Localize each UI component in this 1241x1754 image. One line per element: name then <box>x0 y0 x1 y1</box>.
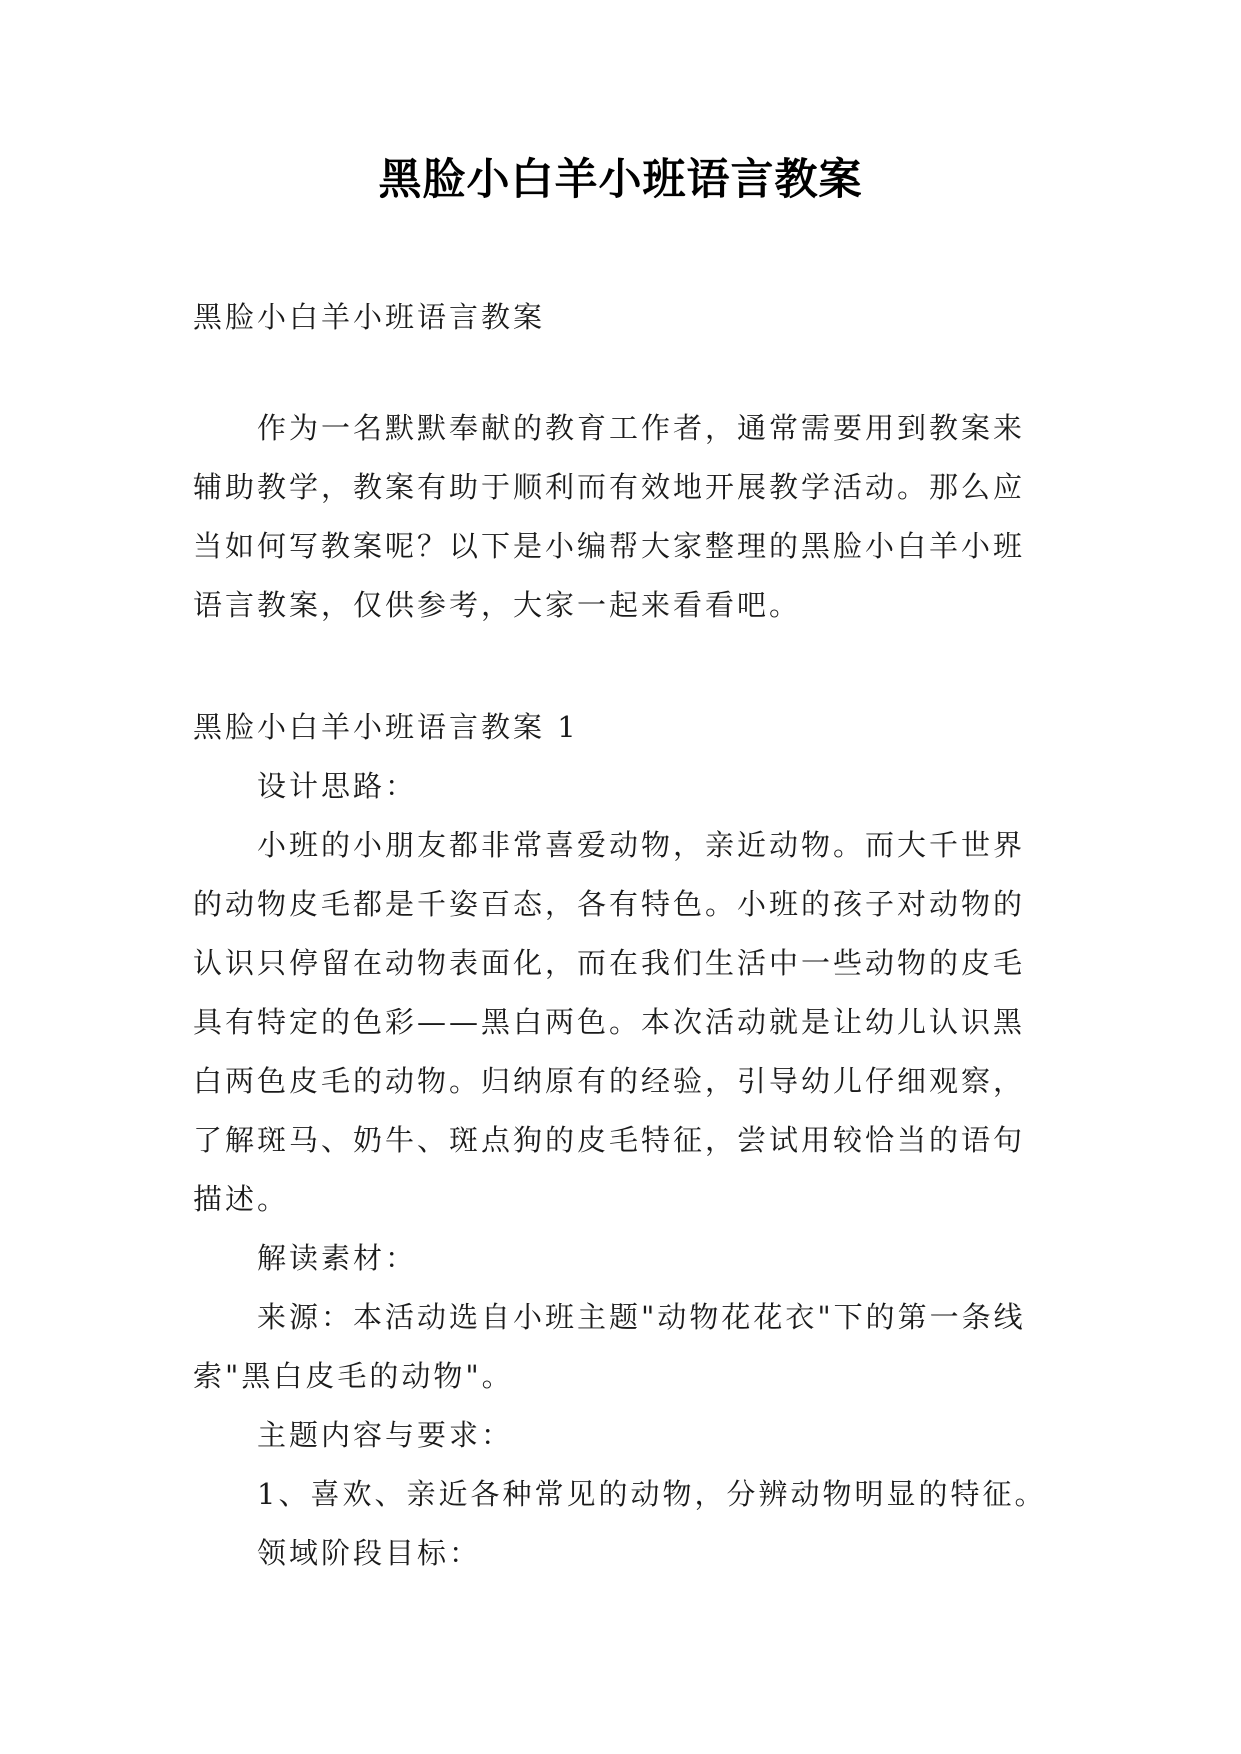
domain-label: 领域阶段目标： <box>257 1536 482 1570</box>
intro-paragraph: 作为一名默默奉献的教育工作者，通常需要用到教案来辅助教学，教案有助于顺利而有效地开展教学活动。那么应当如何写教案呢？以下是小编帮大家整理的黑脸小白羊小班语言教案，仅供参考，大家一起来看看吧。 <box>193 411 1026 622</box>
source-paragraph: 来源：本活动选自小班主题"动物花花衣"下的第一条线索"黑白皮毛的动物"。 <box>193 1300 1026 1393</box>
document-subtitle: 黑脸小白羊小班语言教案 <box>193 300 546 334</box>
lesson-plan-section <box>193 698 1053 1583</box>
material-label: 解读素材： <box>257 1241 418 1275</box>
document-title: 黑脸小白羊小班语言教案 <box>378 155 863 205</box>
design-paragraph: 小班的小朋友都非常喜爱动物，亲近动物。而大千世界的动物皮毛都是千姿百态，各有特色。小班的孩子对动物的认识只停留在动物表面化，而在我们生活中一些动物的皮毛具有特定的色彩——黑白两色。本次活动就是让幼儿认识黑白两色皮毛的动物。归纳原有的经验，引导幼儿仔细观察，了解斑马、奶牛、斑点狗的皮毛特征，尝试用较恰当的语句描述。 <box>193 828 1026 1216</box>
theme-item-1: 1、喜欢、亲近各种常见的动物，分辨动物明显的特征。 <box>257 1477 1047 1511</box>
design-label: 设计思路： <box>257 769 418 803</box>
theme-label: 主题内容与要求： <box>257 1418 514 1452</box>
section-heading: 黑脸小白羊小班语言教案 1 <box>193 710 579 744</box>
